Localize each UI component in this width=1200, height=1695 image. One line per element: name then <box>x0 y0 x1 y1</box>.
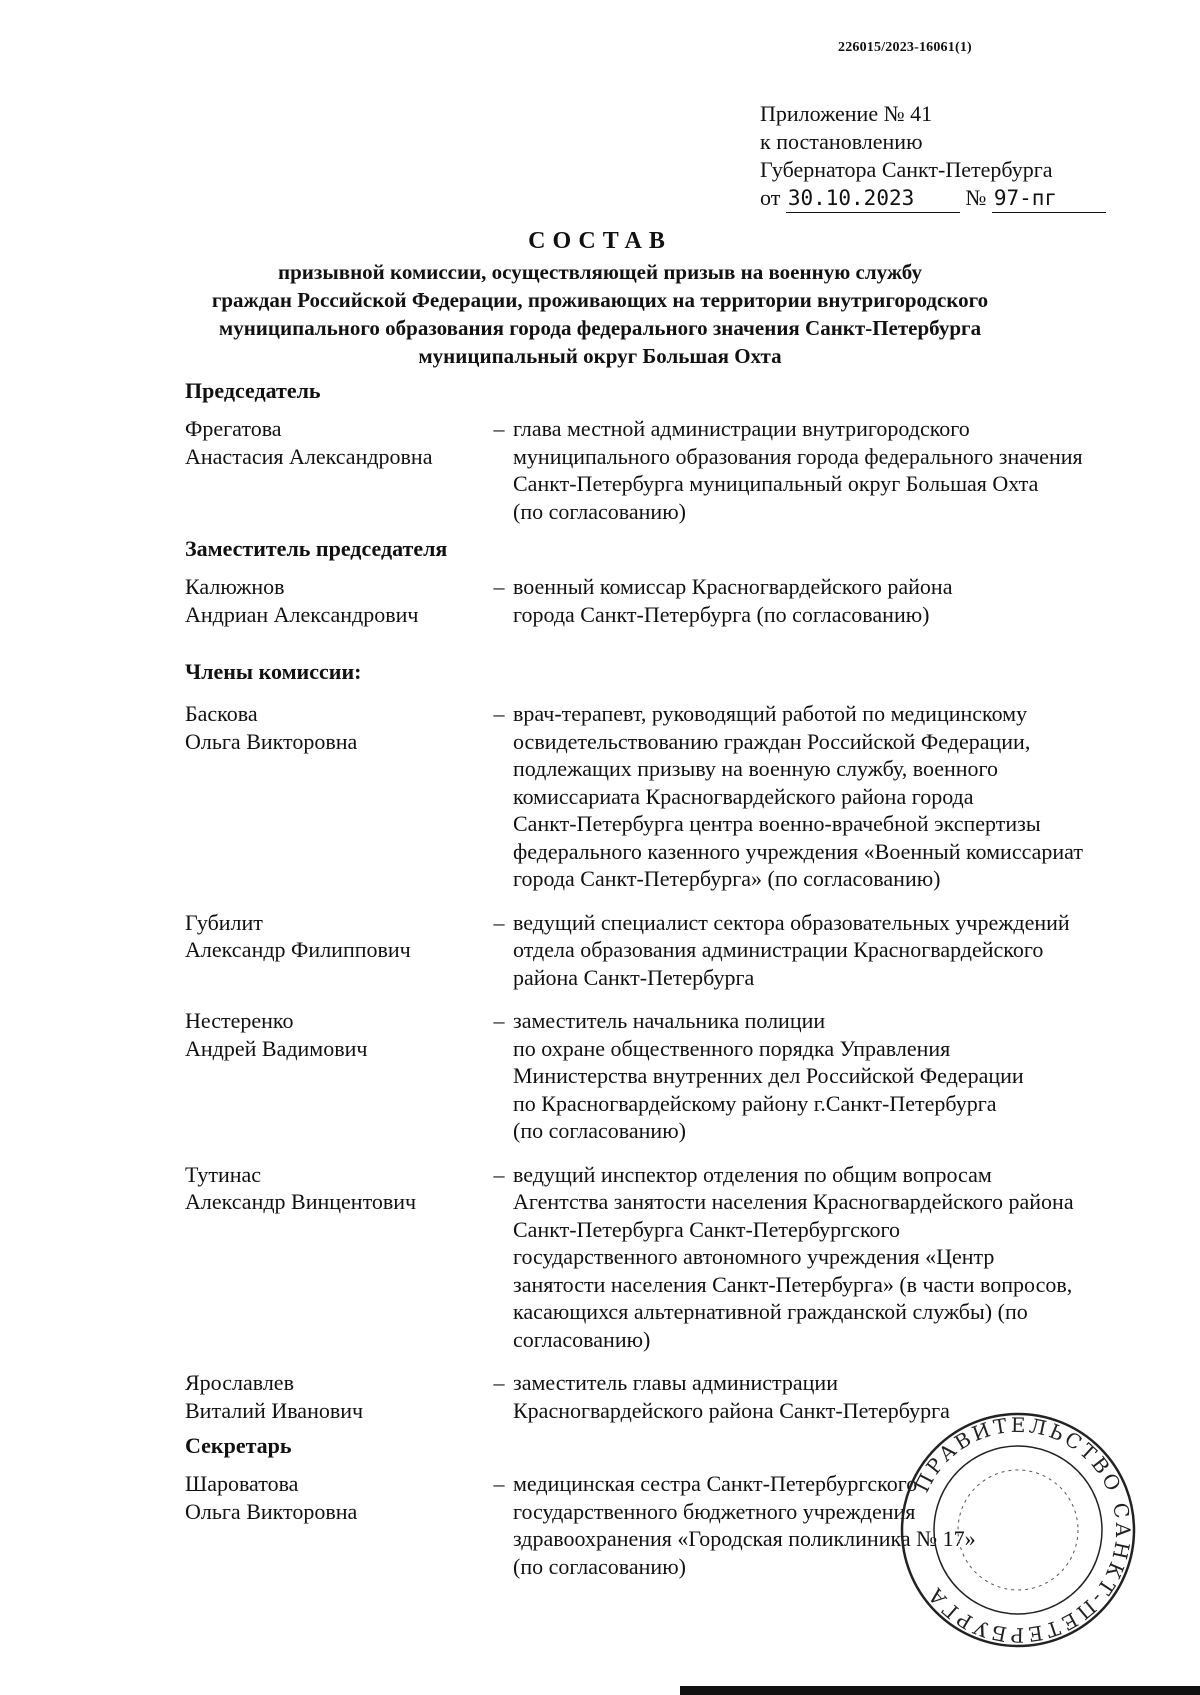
list-item <box>185 909 1145 992</box>
role-line: комиссариата Красногвардейского района города <box>513 783 974 809</box>
person-role <box>513 1161 1145 1354</box>
given-name: Ольга Викторовна <box>185 1498 358 1524</box>
given-name: Александр Филиппович <box>185 937 411 962</box>
person-role <box>513 573 1145 628</box>
role-line: согласованию) <box>513 1326 651 1352</box>
role-line: медицинская сестра Санкт-Петербургского <box>513 1471 918 1496</box>
surname: Тутинас <box>185 1161 262 1187</box>
role-line: города Санкт-Петербурга (по согласованию) <box>513 601 930 627</box>
role-line: касающихся альтернативной гражданской службы) (по <box>513 1299 1028 1324</box>
appendix-line: к постановлению <box>760 129 923 154</box>
role-line: (по согласованию) <box>513 498 686 524</box>
role-line: Министерства внутренних дел Российской Федерации <box>513 1063 1024 1088</box>
given-name: Анастасия Александровна <box>185 443 433 469</box>
role-line: по охране общественного порядка Управления <box>513 1035 951 1061</box>
section-heading-secretary: Секретарь <box>185 1433 292 1458</box>
surname: Ярославлев <box>185 1370 294 1395</box>
role-line: заместитель главы администрации <box>513 1370 838 1395</box>
role-line: района Санкт-Петербурга <box>513 964 755 990</box>
surname: Фрегатова <box>185 416 282 441</box>
role-line: ведущий инспектор отделения по общим вопросам <box>513 1161 992 1187</box>
list-item <box>185 573 1145 628</box>
role-line: Агентства занятости населения Красногвардейского района <box>513 1189 1074 1214</box>
surname: Баскова <box>185 701 258 726</box>
person-role <box>513 700 1145 893</box>
section-heading-deputy: Заместитель председателя <box>185 536 448 561</box>
role-line: (по согласованию) <box>513 1553 686 1579</box>
role-line: ведущий специалист сектора образовательных учреждений <box>513 909 1070 935</box>
section-heading-chair: Председатель <box>185 378 321 403</box>
person-name <box>185 909 485 992</box>
person-name <box>185 415 485 525</box>
dash: – <box>493 1471 505 1496</box>
dash: – <box>493 1161 505 1187</box>
section-heading-members: Члены комиссии: <box>185 659 362 684</box>
surname: Калюжнов <box>185 574 285 599</box>
appendix-number: 97-пг <box>992 184 1106 213</box>
document-number: 226015/2023-16061(1) <box>838 40 972 55</box>
given-name: Андрей Вадимович <box>185 1035 368 1061</box>
given-name: Ольга Викторовна <box>185 728 358 754</box>
person-name <box>185 700 485 893</box>
surname: Нестеренко <box>185 1008 294 1033</box>
list-item <box>185 700 1145 893</box>
person-name <box>185 573 485 628</box>
dash: – <box>493 909 505 935</box>
person-role <box>513 909 1145 992</box>
role-line: по Красногвардейскому району г.Санкт-Петербурга <box>513 1090 997 1116</box>
surname: Шароватова <box>185 1471 299 1496</box>
page-subtitle <box>150 258 1050 370</box>
role-line: федерального казенного учреждения «Военный комиссариат <box>513 838 1083 864</box>
role-line: (по согласованию) <box>513 1118 686 1143</box>
dash: – <box>493 701 505 726</box>
person-name <box>185 1369 485 1424</box>
role-line: города Санкт-Петербурга» (по согласованию) <box>513 866 941 891</box>
svg-text:ПРАВИТЕЛЬСТВО САНКТ-ПЕТЕРБУРГА: ПРАВИТЕЛЬСТВО САНКТ-ПЕТЕРБУРГА <box>909 1412 1136 1648</box>
role-line: Санкт-Петербурга Санкт-Петербургского <box>513 1216 900 1242</box>
role-line: здравоохранения «Городская поликлиника № 17» <box>513 1526 976 1551</box>
dash: – <box>493 416 505 441</box>
appendix-line: Приложение № 41 <box>760 101 933 126</box>
dash: – <box>493 1008 505 1033</box>
from-label: от <box>760 185 781 210</box>
role-line: врач-терапевт, руководящий работой по медицинскому <box>513 701 1028 726</box>
dash: – <box>493 574 505 599</box>
commission-list <box>185 377 1145 1580</box>
role-line: подлежащих призыву на военную службу, военного <box>513 756 999 781</box>
list-item <box>185 1161 1145 1354</box>
role-line: Красногвардейского района Санкт-Петербурга <box>513 1397 950 1423</box>
role-line: муниципального образования города федерального значения <box>513 443 1083 469</box>
role-line: отдела образования администрации Красногвардейского <box>513 937 1044 962</box>
appendix-date-line <box>760 184 1106 213</box>
role-line: занятости населения Санкт-Петербурга» (в части вопросов, <box>513 1271 1073 1297</box>
scan-edge-bar <box>680 1686 1200 1695</box>
appendix-date: 30.10.2023 <box>786 184 960 213</box>
person-name <box>185 1007 485 1145</box>
subtitle-line: муниципального образования города федерального значения Санкт-Петербурга <box>218 316 982 340</box>
role-line: Санкт-Петербурга муниципальный округ Большая Охта <box>513 471 1039 496</box>
role-line: военный комиссар Красногвардейского района <box>513 574 953 599</box>
role-line: заместитель начальника полиции <box>513 1008 826 1033</box>
person-name <box>185 1470 485 1580</box>
role-line: государственного бюджетного учреждения <box>513 1498 916 1524</box>
number-label: № <box>965 185 987 210</box>
appendix-block <box>760 100 1106 213</box>
list-item <box>185 415 1145 525</box>
role-line: государственного автономного учреждения «Центр <box>513 1244 995 1269</box>
role-line: глава местной администрации внутригородского <box>513 416 970 441</box>
dash: – <box>493 1370 505 1395</box>
person-role <box>513 415 1145 525</box>
subtitle-line: граждан Российской Федерации, проживающих на территории внутригородского <box>211 288 989 312</box>
list-item <box>185 1007 1145 1145</box>
person-name <box>185 1161 485 1354</box>
page-title: СОСТАВ <box>528 228 672 254</box>
given-name: Виталий Иванович <box>185 1397 364 1423</box>
surname: Губилит <box>185 909 263 935</box>
subtitle-line: призывной комиссии, осуществляющей призыв на военную службу <box>278 260 922 284</box>
role-line: освидетельствованию граждан Российской Федерации, <box>513 728 1031 754</box>
given-name: Александр Винцентович <box>185 1189 417 1214</box>
appendix-line: Губернатора Санкт-Петербурга <box>760 157 1053 182</box>
role-line: Санкт-Петербурга центра военно-врачебной экспертизы <box>513 811 1041 836</box>
given-name: Андриан Александрович <box>185 601 419 627</box>
person-role <box>513 1007 1145 1145</box>
official-stamp-icon <box>898 1410 1138 1650</box>
subtitle-line: муниципальный округ Большая Охта <box>418 344 782 368</box>
